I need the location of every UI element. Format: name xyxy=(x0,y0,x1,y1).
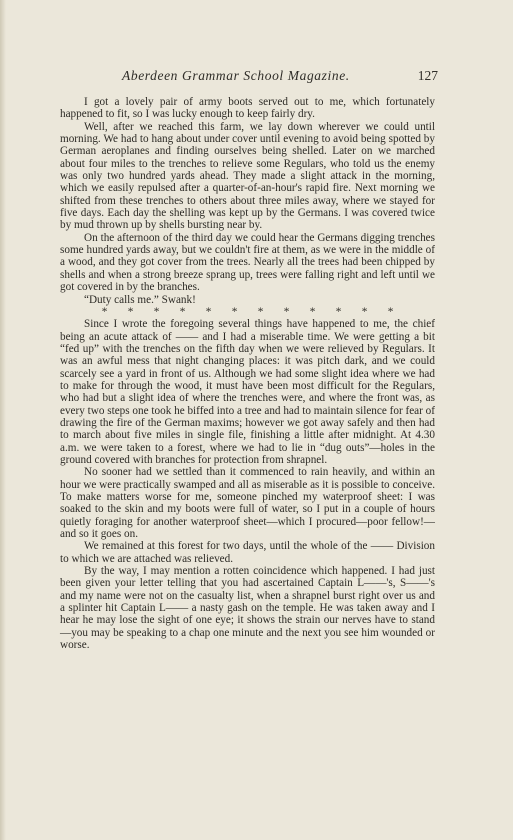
article-body xyxy=(60,96,435,651)
separator-star: * xyxy=(309,305,316,318)
paragraph: I got a lovely pair of army boots served out to me, which fortunately happened to fit, so I was lucky enough to keep fairly dry. xyxy=(60,96,435,121)
separator-star: * xyxy=(205,305,212,318)
separator-star: * xyxy=(179,305,186,318)
separator-star: * xyxy=(231,305,238,318)
separator-star: * xyxy=(101,305,108,318)
magazine-title: Aberdeen Grammar School Magazine. xyxy=(122,68,350,83)
page-number: 127 xyxy=(417,68,438,83)
section-separator xyxy=(60,306,435,318)
paragraph: On the afternoon of the third day we could hear the Germans digging trenches some hundred yards away, but we couldn't fire at them, as we were in the middle of a wood, and they got cover from the trees. Nearly all the trees had been chipped by shells and when a strong breeze sprang up, trees were falling right and left until we got covered in by the branches. xyxy=(60,231,435,294)
separator-star: * xyxy=(335,305,342,318)
paragraph: We remained at this forest for two days, until the whole of the —— Division to which we are attached was relieved. xyxy=(60,540,435,565)
separator-star: * xyxy=(387,305,394,318)
separator-star: * xyxy=(361,305,368,318)
page-edge-shadow xyxy=(0,0,6,840)
paragraph: By the way, I may mention a rotten coincidence which happened. I had just been given your letter telling that you had ascertained Captain L——'s, S——'s and my name were not on the casualty list, when a shrapnel burst right over us and a splinter hit Captain L—— a nasty gash on the temple. He was taken away and I hear he may lose the sight of one eye; it shows the strain our nerves have to stand—you may be speaking to a chap one minute and the next you see him wounded or worse. xyxy=(60,565,435,652)
separator-star: * xyxy=(283,305,290,318)
paragraph: “Duty calls me.” Swank! xyxy=(84,293,196,306)
paragraph: Well, after we reached this farm, we lay down wherever we could until morning. We had to hang about under cover until evening to avoid being spotted by German aeroplanes and finding ourselves being shelled. Later on we marched about four miles to the trenches to relieve some Regulars, who told us the enemy was only two hundred yards ahead. They made a slight attack in the morning, which we easily repulsed after a quarter-of-an-hour's rapid fire. Next morning we shifted from these trenches to others about three miles away, where we stayed for five days. Each day the shelling was kept up by the Germans. I was covered twice by mud thrown up by shells bursting near by. xyxy=(60,120,435,232)
separator-star: * xyxy=(257,305,264,318)
separator-star: * xyxy=(127,305,134,318)
separator-star: * xyxy=(153,305,160,318)
paragraph: Since I wrote the foregoing several things have happened to me, the chief being an acute attack of —— and I had a miserable time. We were getting a bit “fed up” with the trenches on the fifth day when we were relieved by Regulars. It was an awful mess that night changing places: it was pitch dark, and we could scarcely see a yard in front of us. Although we had some slight idea where we had to make for through the wood, it must have been most difficult for the Regulars, who had but a slight idea of where the trenches were, and where the front was, as every two steps one took he biffed into a tree and had to maintain silence for fear of drawing the fire of the German maxims; however we got away safely and then had to march about five miles in single file, finishing a little after midnight. At 4.30 a.m. we were taken to a forest, where we had to lie in “dug outs”—holes in the ground covered with branches for protection from shrapnel. xyxy=(60,318,435,466)
paragraph: No sooner had we settled than it commenced to rain heavily, and within an hour we were practically swamped and all as miserable as it is possible to conceive. To make matters worse for me, someone pinched my waterproof sheet: I was soaked to the skin and my boots were full of water, so I put in a couple of hours quietly foraging for another waterproof sheet—which I procured—poor fellow!—and so it goes on. xyxy=(60,466,435,541)
